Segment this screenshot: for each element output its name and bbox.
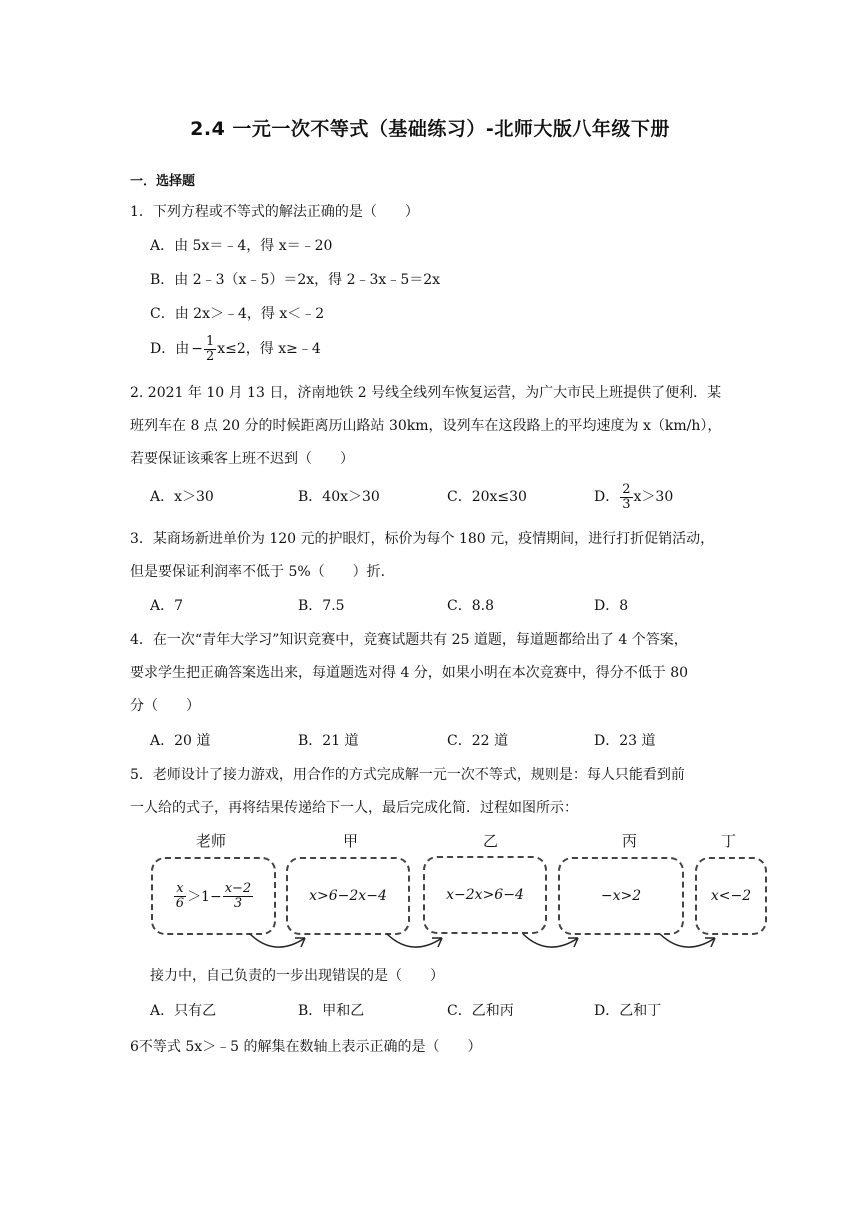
relay-header-bing: 丙 [622, 832, 638, 850]
q3-line2: 但是要保证利润率不低于 5%（ ）折． [130, 564, 395, 580]
q2-d-denominator: 3 [622, 496, 631, 512]
q2-option-d[interactable] [594, 480, 673, 514]
box4-text: −x>2 [600, 888, 642, 904]
box1-rhs-fraction [223, 882, 254, 911]
q5-line2: 一人给的式子，再将结果传递给下一人，最后完成化简．过程如图所示： [130, 800, 578, 816]
q2-option-d-fraction [620, 483, 632, 512]
relay-box-yi [423, 856, 547, 934]
q4-line3: 分（ ） [130, 698, 200, 714]
q1-option-d-fraction [204, 335, 216, 364]
relay-box-teacher [151, 857, 276, 935]
q3-option-c[interactable]: C．8.8 [447, 598, 494, 614]
relay-arrow-4-icon [655, 928, 725, 958]
q2-option-c[interactable]: C．20x≤30 [447, 489, 527, 505]
relay-header-jia: 甲 [343, 832, 359, 850]
box1-lhs-den: 6 [175, 895, 185, 911]
box3-text: x−2x>6−4 [446, 887, 524, 903]
box1-lhs-num: x [174, 882, 186, 897]
q1-option-d-prefix: D．由 [150, 341, 190, 357]
q5-option-c[interactable]: C．乙和丙 [447, 1003, 514, 1019]
q5-option-a[interactable]: A．只有乙 [150, 1003, 217, 1019]
q4-option-b[interactable]: B．21 道 [298, 733, 359, 749]
q1-d-numerator: 1 [205, 333, 215, 349]
box1-rhs-den: 3 [233, 895, 243, 911]
q1-option-b[interactable]: B．由 2﹣3（x﹣5）＝2x，得 2﹣3x﹣5＝2x [150, 272, 441, 288]
q2-d-numerator: 2 [622, 481, 631, 497]
q1-d-denominator: 2 [205, 348, 215, 364]
q4-option-a[interactable]: A．20 道 [150, 733, 211, 749]
q3-option-d[interactable]: D．8 [594, 598, 629, 614]
box2-text: x>6−2x−4 [309, 888, 387, 904]
q4-line1: 4．在一次“青年大学习”知识竞赛中，竞赛试题共有 25 道题，每道题都给出了 4 个答案， [130, 632, 688, 648]
relay-header-ding: 丁 [721, 832, 737, 850]
q4-option-d[interactable]: D．23 道 [594, 733, 656, 749]
q1-option-d-mid: x≤2 [217, 341, 246, 357]
relay-box-ding [695, 857, 767, 935]
q3-line1: 3．某商场新进单价为 120 元的护眼灯，标价为每个 180 元，疫情期间，进行打折促销活动， [130, 531, 715, 547]
q2-option-d-suffix: x＞30 [633, 489, 674, 505]
q5-option-d[interactable]: D．乙和丁 [594, 1003, 662, 1019]
relay-arrow-1-icon [245, 928, 315, 958]
q1-option-d-suffix: ，得 x≥﹣4 [245, 341, 321, 357]
box1-lhs-fraction [174, 882, 186, 911]
box5-text: x<−2 [710, 888, 752, 904]
section-heading: 一．选择题 [130, 174, 196, 189]
relay-box-jia [286, 857, 410, 935]
q2-line2: 班列车在 8 点 20 分的时候距离历山路站 30km，设列车在这段路上的平均速度为 x（km/h）， [130, 418, 722, 434]
box1-rhs-num: x−2 [224, 880, 252, 896]
q5-option-b[interactable]: B．甲和乙 [298, 1003, 365, 1019]
q2-option-a[interactable]: A．x＞30 [150, 489, 214, 505]
q1-stem: 1．下列方程或不等式的解法正确的是（ ） [130, 204, 419, 220]
q4-option-c[interactable]: C．22 道 [447, 733, 508, 749]
box1-mid: ＞1− [187, 889, 222, 905]
relay-box-bing [558, 857, 684, 935]
q1-option-d[interactable]: D．由 − $\frac{1}{2}$ x≤2 ，得 x≥﹣4 [150, 333, 321, 364]
q3-option-a[interactable]: A．7 [150, 598, 184, 614]
q6-stem: 6不等式 5x＞﹣5 的解集在数轴上表示正确的是（ ） [130, 1039, 482, 1055]
q5-line1: 5．老师设计了接力游戏，用合作的方式完成解一元一次不等式，规则是：每人只能看到前 [130, 767, 685, 783]
q2-line1: 2. 2021 年 10 月 13 日，济南地铁 2 号线全线列车恢复运营，为广大市民上班提供了便利．某 [130, 385, 722, 401]
page-title: 2.4 一元一次不等式（基础练习）-北师大版八年级下册 [190, 118, 670, 140]
q2-option-b[interactable]: B．40x＞30 [298, 489, 380, 505]
relay-header-yi: 乙 [483, 832, 499, 850]
q3-option-b[interactable]: B．7.5 [298, 598, 345, 614]
q1-option-a[interactable]: A．由 5x＝﹣4，得 x＝﹣20 [150, 238, 333, 254]
q2-option-d-prefix: D． [594, 489, 620, 505]
q1-option-c[interactable]: C．由 2x＞﹣4，得 x＜﹣2 [150, 306, 325, 322]
relay-arrow-3-icon [518, 928, 588, 958]
q5-question: 接力中，自己负责的一步出现错误的是（ ） [150, 968, 444, 984]
q2-line3: 若要保证该乘客上班不迟到（ ） [130, 451, 354, 467]
q4-line2: 要求学生把正确答案选出来，每道题选对得 4 分，如果小明在本次竞赛中，得分不低于 80 [130, 665, 689, 681]
relay-arrow-2-icon [382, 928, 452, 958]
relay-header-teacher: 老师 [196, 832, 227, 850]
